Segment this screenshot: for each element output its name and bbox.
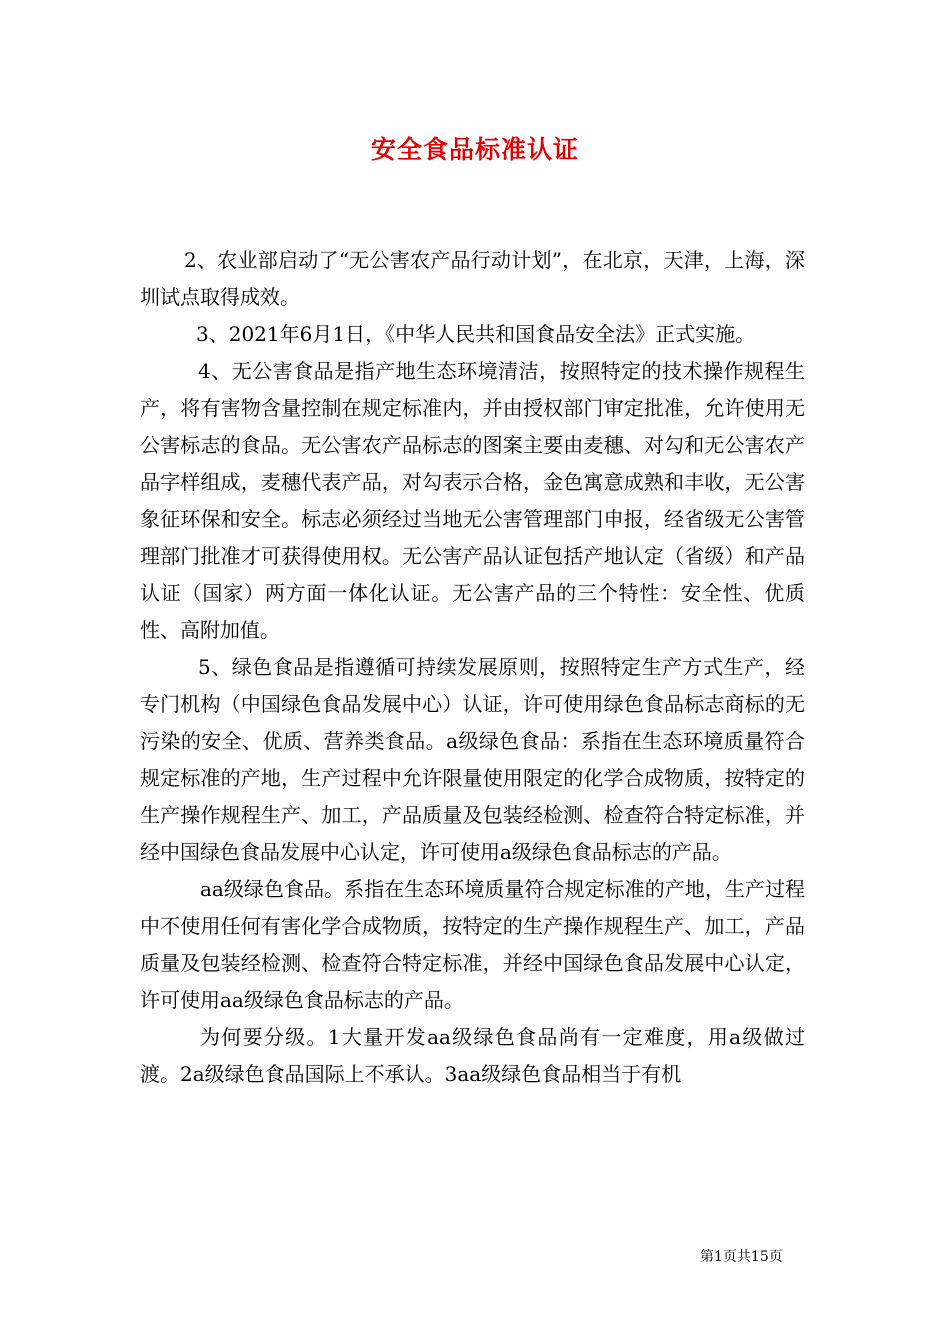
paragraph-grading-reason: 为何要分级。1大量开发aa级绿色食品尚有一定难度，用a级做过渡。2a级绿色食品国际上不承认。3aa级绿色食品相当于有机 (140, 1025, 805, 1086)
paragraph-item-3: 3、2021年6月1日，《中华人民共和国食品安全法》正式实施。 (196, 322, 756, 346)
paragraph-item-5: 5、绿色食品是指遵循可持续发展原则，按照特定生产方式生产，经专门机构（中国绿色食品发展中心）认证，许可使用绿色食品标志商标的无污染的安全、优质、营养类食品。a级绿色食品：系指在生态环境质量符合规定标准的产地，生产过程中允许限量使用限定的化学合成物质，按特定的生产操作规程生产、加工，产品质量及包装经检测、检查符合特定标准，并经中国绿色食品发展中心认定，许可使用a级绿色食品标志的产品。 (140, 655, 805, 864)
document-title: 安全食品标准认证 (370, 135, 579, 164)
paragraph-item-2: 2、农业部启动了“无公害农产品行动计划”，在北京，天津，上海，深圳试点取得成效。 (140, 248, 805, 309)
page-number-footer: 第1页共15页 (700, 1249, 783, 1265)
paragraph-aa-grade: aa级绿色食品。系指在生态环境质量符合规定标准的产地，生产过程中不使用任何有害化学合成物质，按特定的生产操作规程生产、加工，产品质量及包装经检测、检查符合特定标准，并经中国绿色食品发展中心认定，许可使用aa级绿色食品标志的产品。 (140, 877, 805, 1012)
document-body (140, 242, 805, 1093)
paragraph-item-4: 4、无公害食品是指产地生态环境清洁，按照特定的技术操作规程生产，将有害物含量控制在规定标准内，并由授权部门审定批准，允许使用无公害标志的食品。无公害农产品标志的图案主要由麦穗、对勾和无公害农产品字样组成，麦穗代表产品，对勾表示合格，金色寓意成熟和丰收，无公害象征环保和安全。标志必须经过当地无公害管理部门申报，经省级无公害管理部门批准才可获得使用权。无公害产品认证包括产地认定（省级）和产品认证（国家）两方面一体化认证。无公害产品的三个特性：安全性、优质性、高附加值。 (140, 359, 805, 642)
